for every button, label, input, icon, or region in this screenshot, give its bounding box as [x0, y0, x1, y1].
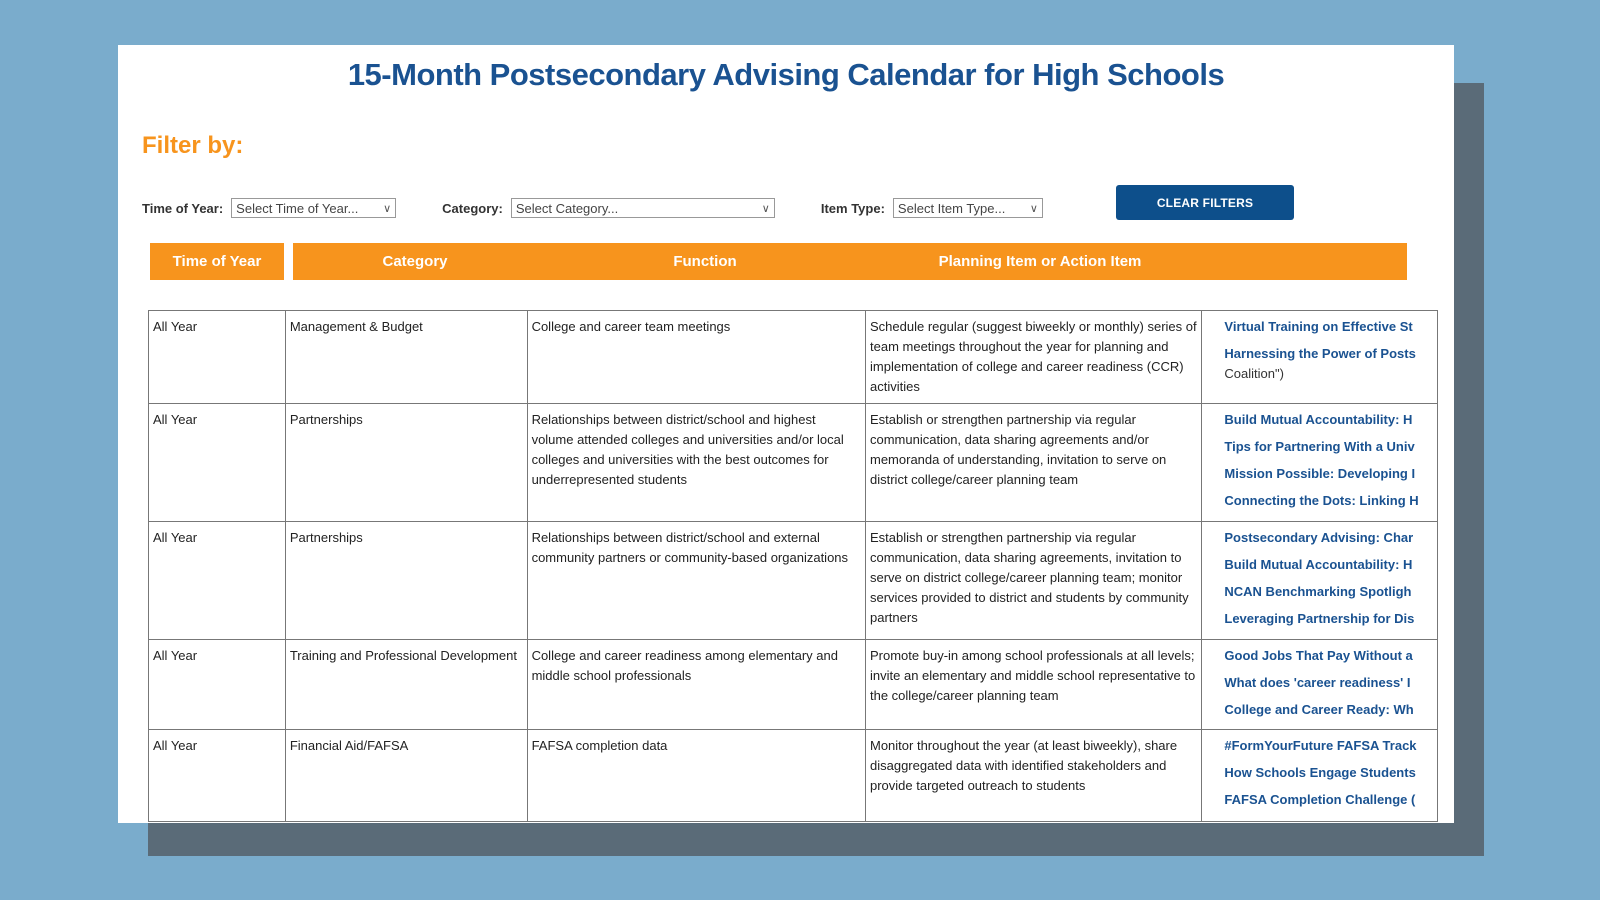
resources-cell — [1202, 522, 1438, 640]
table-row — [149, 730, 1438, 822]
planning-item-cell: Schedule regular (suggest biweekly or monthly) series of team meetings throughout the year for planning and implementation of college and career readiness (CCR) activities — [866, 311, 1202, 404]
chevron-down-icon: ∨ — [383, 202, 392, 215]
resource-link[interactable]: • How Schools Engage Students — [1224, 763, 1433, 783]
planning-item-cell: Monitor throughout the year (at least biweekly), share disaggregated data with identified stakeholders and provide targeted outreach to students — [866, 730, 1202, 822]
time-of-year-label: Time of Year: — [142, 200, 224, 216]
header-function[interactable]: Function — [673, 253, 737, 270]
function-cell: FAFSA completion data — [527, 730, 865, 822]
function-cell: Relationships between district/school and highest volume attended colleges and universities and/or local colleges and universities with the best outcomes for underrepresented students — [527, 404, 865, 522]
calendar-panel — [118, 45, 1454, 823]
table-row — [149, 311, 1438, 404]
resources-cell — [1202, 730, 1438, 822]
time-of-year-cell: All Year — [149, 311, 286, 404]
header-time-of-year[interactable]: Time of Year — [150, 243, 284, 280]
calendar-table — [148, 310, 1438, 822]
page-title: 15-Month Postsecondary Advising Calendar for High Schools — [347, 57, 1225, 92]
category-cell: Training and Professional Development — [285, 640, 527, 730]
resource-link[interactable]: • Build Mutual Accountability: H — [1224, 555, 1433, 575]
resource-link[interactable]: • Mission Possible: Developing I — [1224, 464, 1433, 484]
resource-link[interactable]: • Good Jobs That Pay Without a — [1224, 646, 1433, 666]
planning-item-cell: Establish or strengthen partnership via regular communication, data sharing agreements, invitation to serve on district college/career planning team; monitor services provided to district and students by community partners — [866, 522, 1202, 640]
category-cell: Partnerships — [285, 404, 527, 522]
table-row — [149, 522, 1438, 640]
item-type-select[interactable] — [893, 198, 1043, 218]
item-type-label: Item Type: — [820, 200, 885, 216]
time-of-year-cell: All Year — [149, 522, 286, 640]
resource-link[interactable]: • College and Career Ready: Wh — [1224, 700, 1433, 720]
resource-link[interactable]: • Leveraging Partnership for Dis — [1224, 609, 1433, 629]
resources-cell — [1202, 311, 1438, 404]
header-category[interactable]: Category — [382, 253, 448, 270]
resource-link[interactable]: • #FormYourFuture FAFSA Track — [1224, 736, 1433, 756]
header-planning-item[interactable]: Planning Item or Action Item — [938, 253, 1142, 270]
resource-link[interactable]: • Postsecondary Advising: Char — [1224, 528, 1433, 548]
time-of-year-cell: All Year — [149, 404, 286, 522]
time-of-year-cell: All Year — [149, 640, 286, 730]
time-of-year-value: Select Time of Year... — [236, 200, 359, 216]
chevron-down-icon: ∨ — [1029, 202, 1038, 215]
function-cell: College and career team meetings — [527, 311, 865, 404]
header-bar — [293, 243, 1407, 280]
chevron-down-icon: ∨ — [761, 202, 770, 215]
planning-item-cell: Establish or strengthen partnership via regular communication, data sharing agreements and/or memoranda of understanding, invitation to serve on district college/career planning team — [866, 404, 1202, 522]
item-type-value: Select Item Type... — [897, 200, 1006, 216]
resources-cell — [1202, 404, 1438, 522]
resource-link[interactable]: • What does 'career readiness' I — [1224, 673, 1433, 693]
table-row — [149, 640, 1438, 730]
time-of-year-select[interactable] — [231, 198, 396, 218]
resource-link[interactable]: • Tips for Partnering With a Univ — [1224, 437, 1433, 457]
filter-heading: Filter by: — [142, 132, 244, 159]
filter-row — [142, 190, 1043, 226]
resource-link[interactable]: • Connecting the Dots: Linking H — [1224, 491, 1433, 511]
resource-link[interactable]: • Build Mutual Accountability: H — [1224, 410, 1433, 430]
resources-cell — [1202, 640, 1438, 730]
planning-item-cell: Promote buy-in among school professionals at all levels; invite an elementary and middle school representative to the college/career planning team — [866, 640, 1202, 730]
clear-filters-button[interactable]: CLEAR FILTERS — [1116, 185, 1294, 220]
function-cell: College and career readiness among elementary and middle school professionals — [527, 640, 865, 730]
table-row — [149, 404, 1438, 522]
function-cell: Relationships between district/school and external community partners or community-based organizations — [527, 522, 865, 640]
resource-link[interactable]: • Virtual Training on Effective St — [1224, 317, 1433, 337]
category-value: Select Category... — [515, 200, 619, 216]
category-cell: Financial Aid/FAFSA — [285, 730, 527, 822]
category-label: Category: — [442, 200, 503, 216]
category-cell: Management & Budget — [285, 311, 527, 404]
resource-link[interactable]: • Harnessing the Power of Posts Coalition") — [1224, 344, 1433, 384]
resource-link[interactable]: • NCAN Benchmarking Spotligh — [1224, 582, 1433, 602]
category-cell: Partnerships — [285, 522, 527, 640]
resource-link[interactable]: • FAFSA Completion Challenge ( — [1224, 790, 1433, 810]
category-select[interactable] — [511, 198, 775, 218]
time-of-year-cell: All Year — [149, 730, 286, 822]
resource-note: Coalition") — [1224, 366, 1284, 381]
